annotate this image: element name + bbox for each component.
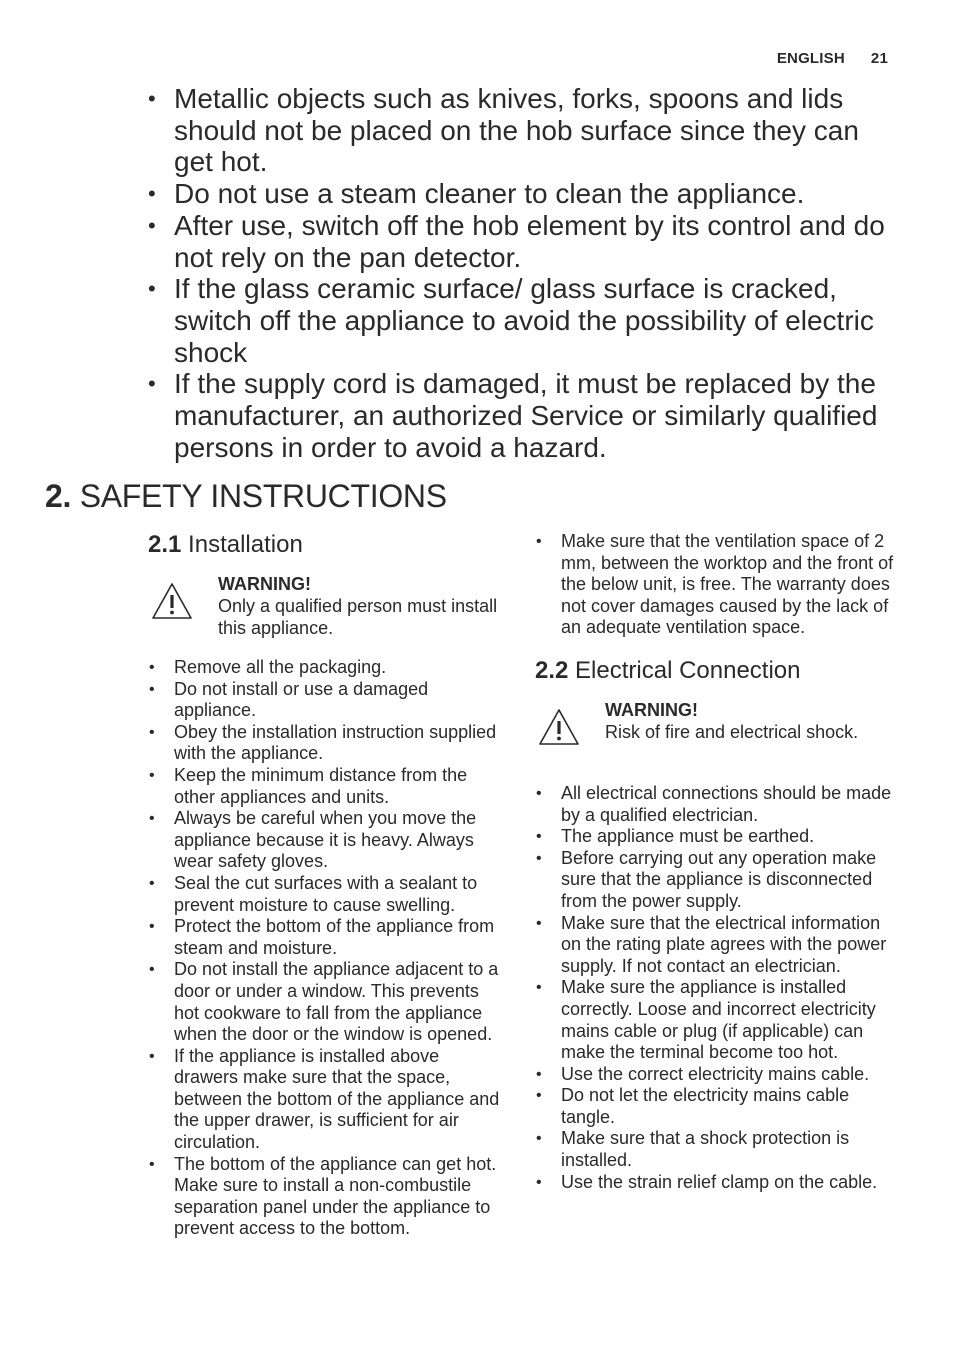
list-item: • If the appliance is installed above drawers make sure that the space, between the bottom of the appliance and the upper drawer, is sufficient for air circulation. (148, 1046, 508, 1154)
list-item: • After use, switch off the hob element by its control and do not rely on the pan detector. (148, 210, 898, 273)
list-item: • Make sure that the ventilation space of 2 mm, between the worktop and the front of the below unit, is free. The warranty does not cover damages caused by the lack of an adequate ventilation space. (535, 531, 895, 639)
list-item: • Do not let the electricity mains cable tangle. (535, 1085, 895, 1128)
warning-title: WARNING! (218, 574, 311, 594)
electrical-warning (535, 699, 895, 765)
top-bullet-list (148, 83, 898, 463)
warning-text: Risk of fire and electrical shock. (605, 721, 859, 742)
subsection-electrical-heading (535, 656, 895, 686)
list-item: • Obey the installation instruction supplied with the appliance. (148, 722, 508, 765)
subsection-number: 2.1 (148, 531, 182, 558)
list-item: • Always be careful when you move the appliance because it is heavy. Always wear safety gloves. (148, 808, 508, 873)
list-item: • If the glass ceramic surface/ glass surface is cracked, switch off the appliance to avoid the possibility of electric shock (148, 273, 898, 368)
list-item: • Do not use a steam cleaner to clean the appliance. (148, 178, 898, 210)
list-item: • Seal the cut surfaces with a sealant to prevent moisture to cause swelling. (148, 873, 508, 916)
list-item: • Keep the minimum distance from the other appliances and units. (148, 765, 508, 808)
list-item: • The appliance must be earthed. (535, 826, 895, 848)
list-item: • Do not install or use a damaged appliance. (148, 679, 508, 722)
electrical-list (535, 783, 895, 1193)
subsection-number: 2.2 (535, 656, 569, 684)
subsection-title: Electrical Connection (575, 656, 801, 684)
subsection-title: Installation (188, 531, 303, 558)
list-item: • Remove all the packaging. (148, 657, 508, 679)
list-item: • Make sure that a shock protection is installed. (535, 1128, 895, 1171)
page-number: 21 (870, 50, 888, 67)
language-label: ENGLISH (776, 50, 845, 67)
subsection-installation-heading (148, 530, 508, 560)
list-item: • If the supply cord is damaged, it must be replaced by the manufacturer, an authorized Service or similarly qualified persons in order to avoid a hazard. (148, 368, 898, 463)
installation-warning (148, 573, 508, 639)
list-item: • Protect the bottom of the appliance from steam and moisture. (148, 916, 508, 959)
warning-triangle-icon (538, 708, 580, 746)
left-column (148, 530, 508, 1240)
list-item: • Use the correct electricity mains cable. (535, 1064, 895, 1086)
page-header (777, 50, 888, 67)
list-item: • Make sure that the electrical information on the rating plate agrees with the power supply. If not contact an electrician. (535, 913, 895, 978)
installation-list (148, 657, 508, 1240)
list-item: • Before carrying out any operation make sure that the appliance is disconnected from the power supply. (535, 848, 895, 913)
right-column (535, 531, 895, 1193)
warning-triangle-icon (151, 582, 193, 620)
section-title (45, 478, 447, 515)
list-item: • Make sure the appliance is installed correctly. Loose and incorrect electricity mains cable or plug (if applicable) can make the terminal become too hot. (535, 977, 895, 1063)
list-item: • Use the strain relief clamp on the cable. (535, 1172, 895, 1194)
list-item: • All electrical connections should be made by a qualified electrician. (535, 783, 895, 826)
list-item: • The bottom of the appliance can get hot. Make sure to install a non-combustile separation panel under the appliance to prevent access to the bottom. (148, 1154, 508, 1240)
warning-text: Only a qualified person must install this appliance. (218, 596, 498, 638)
installation-list-continued (535, 531, 895, 639)
section-number: 2. (45, 478, 72, 514)
list-item: • Do not install the appliance adjacent to a door or under a window. This prevents hot cookware to fall from the appliance when the door or the window is opened. (148, 959, 508, 1045)
list-item: • Metallic objects such as knives, forks, spoons and lids should not be placed on the hob surface since they can get hot. (148, 83, 898, 178)
warning-title: WARNING! (605, 699, 698, 720)
section-title-text: SAFETY INSTRUCTIONS (79, 478, 447, 514)
